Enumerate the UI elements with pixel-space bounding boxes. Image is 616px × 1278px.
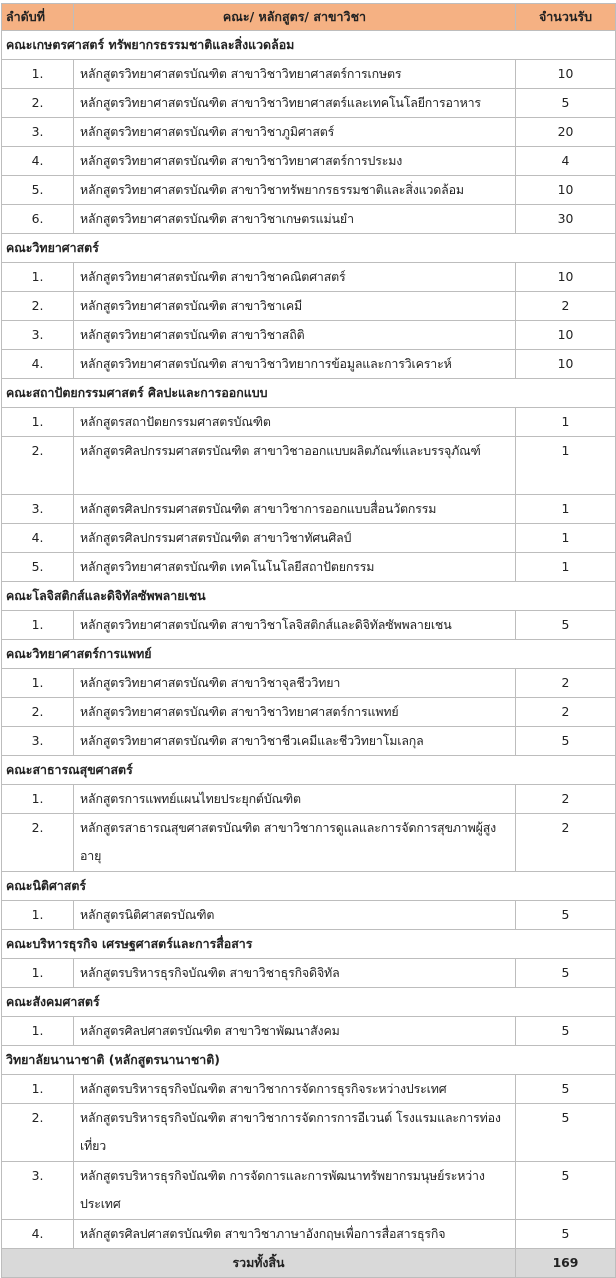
- program-name: หลักสูตรวิทยาศาสตรบัณฑิต สาขาวิชาเกษตรแม่นยำ: [74, 205, 516, 234]
- program-quota: 5: [516, 1162, 616, 1220]
- program-row: [2, 814, 616, 872]
- total-row: [2, 1249, 616, 1278]
- faculty-row: [2, 31, 616, 60]
- header-program: คณะ/ หลักสูตร/ สาขาวิชา: [74, 4, 516, 31]
- faculty-name: คณะนิติศาสตร์: [2, 872, 616, 901]
- program-row: [2, 1017, 616, 1046]
- program-no: 4.: [2, 524, 74, 553]
- program-row: [2, 176, 616, 205]
- faculty-name: คณะวิทยาศาสตร์การแพทย์: [2, 640, 616, 669]
- program-no: 2.: [2, 437, 74, 495]
- faculty-row: [2, 582, 616, 611]
- program-quota: 2: [516, 785, 616, 814]
- program-quota: 10: [516, 263, 616, 292]
- faculty-name: วิทยาลัยนานาชาติ (หลักสูตรนานาชาติ): [2, 1046, 616, 1075]
- program-name: หลักสูตรสาธารณสุขศาสตรบัณฑิต สาขาวิชาการดูแลและการจัดการสุขภาพผู้สูงอายุ: [74, 814, 516, 872]
- program-no: 4.: [2, 1220, 74, 1249]
- table-body: [2, 31, 616, 1249]
- program-name: หลักสูตรวิทยาศาสตรบัณฑิต สาขาวิชาวิทยาศาสตร์การแพทย์: [74, 698, 516, 727]
- faculty-row: [2, 872, 616, 901]
- program-name: หลักสูตรศิลปศาสตรบัณฑิต สาขาวิชาภาษาอังกฤษเพื่อการสื่อสารธุรกิจ: [74, 1220, 516, 1249]
- program-name: หลักสูตรสถาปัตยกรรมศาสตรบัณฑิต: [74, 408, 516, 437]
- program-row: [2, 959, 616, 988]
- program-name: หลักสูตรวิทยาศาสตรบัณฑิต สาขาวิชาวิทยาศาสตร์การเกษตร: [74, 60, 516, 89]
- program-quota: 1: [516, 408, 616, 437]
- program-row: [2, 495, 616, 524]
- program-name: หลักสูตรวิทยาศาสตรบัณฑิต สาขาวิชาวิทยาการข้อมูลและการวิเคราะห์: [74, 350, 516, 379]
- program-no: 1.: [2, 1075, 74, 1104]
- faculty-row: [2, 640, 616, 669]
- program-no: 1.: [2, 901, 74, 930]
- program-row: [2, 118, 616, 147]
- program-row: [2, 1162, 616, 1220]
- total-label: รวมทั้งสิ้น: [2, 1249, 516, 1278]
- faculty-name: คณะโลจิสติกส์และดิจิทัลซัพพลายเชน: [2, 582, 616, 611]
- program-quota: 5: [516, 1104, 616, 1162]
- program-no: 1.: [2, 1017, 74, 1046]
- program-no: 2.: [2, 814, 74, 872]
- program-row: [2, 553, 616, 582]
- program-name: หลักสูตรบริหารธุรกิจบัณฑิต การจัดการและการพัฒนาทรัพยากรมนุษย์ระหว่างประเทศ: [74, 1162, 516, 1220]
- program-name: หลักสูตรวิทยาศาสตรบัณฑิต สาขาวิชาสถิติ: [74, 321, 516, 350]
- program-quota: 1: [516, 437, 616, 495]
- faculty-row: [2, 988, 616, 1017]
- program-quota: 30: [516, 205, 616, 234]
- program-name: หลักสูตรศิลปศาสตรบัณฑิต สาขาวิชาพัฒนาสังคม: [74, 1017, 516, 1046]
- program-name: หลักสูตรบริหารธุรกิจบัณฑิต สาขาวิชาการจัดการการอีเวนต์ โรงแรมและการท่องเที่ยว: [74, 1104, 516, 1162]
- program-quota: 20: [516, 118, 616, 147]
- program-no: 1.: [2, 60, 74, 89]
- program-row: [2, 1104, 616, 1162]
- program-name: หลักสูตรบริหารธุรกิจบัณฑิต สาขาวิชาธุรกิจดิจิทัล: [74, 959, 516, 988]
- program-name: หลักสูตรวิทยาศาสตรบัณฑิต สาขาวิชาภูมิศาสตร์: [74, 118, 516, 147]
- program-quota: 4: [516, 147, 616, 176]
- program-no: 5.: [2, 553, 74, 582]
- program-row: [2, 727, 616, 756]
- program-row: [2, 89, 616, 118]
- faculty-name: คณะวิทยาศาสตร์: [2, 234, 616, 263]
- total-count: 169: [516, 1249, 616, 1278]
- program-name: หลักสูตรวิทยาศาสตรบัณฑิต สาขาวิชาเคมี: [74, 292, 516, 321]
- faculty-name: คณะบริหารธุรกิจ เศรษฐศาสตร์และการสื่อสาร: [2, 930, 616, 959]
- program-name: หลักสูตรบริหารธุรกิจบัณฑิต สาขาวิชาการจัดการธุรกิจระหว่างประเทศ: [74, 1075, 516, 1104]
- faculty-name: คณะสถาปัตยกรรมศาสตร์ ศิลปะและการออกแบบ: [2, 379, 616, 408]
- faculty-row: [2, 756, 616, 785]
- program-name: หลักสูตรวิทยาศาสตรบัณฑิต สาขาวิชาชีวเคมีและชีววิทยาโมเลกุล: [74, 727, 516, 756]
- program-quota: 2: [516, 698, 616, 727]
- program-quota: 10: [516, 350, 616, 379]
- program-quota: 5: [516, 1220, 616, 1249]
- faculty-name: คณะเกษตรศาสตร์ ทรัพยากรธรรมชาติและสิ่งแวดล้อม: [2, 31, 616, 60]
- program-quota: 1: [516, 495, 616, 524]
- program-quota: 5: [516, 959, 616, 988]
- program-row: [2, 350, 616, 379]
- faculty-name: คณะสังคมศาสตร์: [2, 988, 616, 1017]
- program-quota: 2: [516, 669, 616, 698]
- program-row: [2, 611, 616, 640]
- program-name: หลักสูตรการแพทย์แผนไทยประยุกต์บัณฑิต: [74, 785, 516, 814]
- program-row: [2, 292, 616, 321]
- program-name: หลักสูตรวิทยาศาสตรบัณฑิต สาขาวิชาจุลชีววิทยา: [74, 669, 516, 698]
- program-no: 1.: [2, 669, 74, 698]
- program-quota: 10: [516, 176, 616, 205]
- program-row: [2, 669, 616, 698]
- program-row: [2, 785, 616, 814]
- program-name: หลักสูตรวิทยาศาสตรบัณฑิต สาขาวิชาคณิตศาสตร์: [74, 263, 516, 292]
- program-quota: 1: [516, 553, 616, 582]
- program-row: [2, 1075, 616, 1104]
- program-no: 1.: [2, 611, 74, 640]
- faculty-row: [2, 930, 616, 959]
- program-row: [2, 263, 616, 292]
- program-row: [2, 524, 616, 553]
- program-name: หลักสูตรวิทยาศาสตรบัณฑิต สาขาวิชาวิทยาศาสตร์และเทคโนโลยีการอาหาร: [74, 89, 516, 118]
- program-no: 3.: [2, 321, 74, 350]
- faculty-row: [2, 379, 616, 408]
- header-row: [2, 4, 616, 31]
- admission-quota-table: [1, 3, 616, 1278]
- program-no: 6.: [2, 205, 74, 234]
- program-row: [2, 321, 616, 350]
- program-quota: 10: [516, 321, 616, 350]
- program-no: 3.: [2, 727, 74, 756]
- program-no: 2.: [2, 698, 74, 727]
- program-row: [2, 1220, 616, 1249]
- program-row: [2, 698, 616, 727]
- program-quota: 2: [516, 292, 616, 321]
- program-quota: 10: [516, 60, 616, 89]
- program-quota: 1: [516, 524, 616, 553]
- program-no: 1.: [2, 408, 74, 437]
- program-no: 3.: [2, 495, 74, 524]
- program-row: [2, 437, 616, 495]
- program-quota: 5: [516, 901, 616, 930]
- program-no: 2.: [2, 292, 74, 321]
- program-row: [2, 901, 616, 930]
- program-no: 3.: [2, 1162, 74, 1220]
- program-no: 3.: [2, 118, 74, 147]
- program-name: หลักสูตรศิลปกรรมศาสตรบัณฑิต สาขาวิชาออกแบบผลิตภัณฑ์และบรรจุภัณฑ์: [74, 437, 516, 495]
- program-name: หลักสูตรศิลปกรรมศาสตรบัณฑิต สาขาวิชาทัศนศิลป์: [74, 524, 516, 553]
- program-no: 1.: [2, 785, 74, 814]
- program-no: 4.: [2, 350, 74, 379]
- header-no: ลำดับที่: [2, 4, 74, 31]
- program-no: 2.: [2, 89, 74, 118]
- program-name: หลักสูตรวิทยาศาสตรบัณฑิต สาขาวิชาโลจิสติกส์และดิจิทัลซัพพลายเชน: [74, 611, 516, 640]
- faculty-name: คณะสาธารณสุขศาสตร์: [2, 756, 616, 785]
- header-quota: จำนวนรับ: [516, 4, 616, 31]
- program-row: [2, 205, 616, 234]
- program-row: [2, 60, 616, 89]
- program-row: [2, 147, 616, 176]
- program-name: หลักสูตรวิทยาศาสตรบัณฑิต สาขาวิชาวิทยาศาสตร์การประมง: [74, 147, 516, 176]
- program-no: 1.: [2, 959, 74, 988]
- program-no: 5.: [2, 176, 74, 205]
- program-no: 2.: [2, 1104, 74, 1162]
- faculty-row: [2, 234, 616, 263]
- program-quota: 5: [516, 1017, 616, 1046]
- program-quota: 5: [516, 1075, 616, 1104]
- program-no: 1.: [2, 263, 74, 292]
- faculty-row: [2, 1046, 616, 1075]
- program-name: หลักสูตรวิทยาศาสตรบัณฑิต เทคโนโนโลยีสถาปัตยกรรม: [74, 553, 516, 582]
- program-quota: 5: [516, 727, 616, 756]
- program-quota: 2: [516, 814, 616, 872]
- program-quota: 5: [516, 611, 616, 640]
- program-no: 4.: [2, 147, 74, 176]
- program-row: [2, 408, 616, 437]
- program-name: หลักสูตรวิทยาศาสตรบัณฑิต สาขาวิชาทรัพยากรธรรมชาติและสิ่งแวดล้อม: [74, 176, 516, 205]
- program-name: หลักสูตรนิติศาสตรบัณฑิต: [74, 901, 516, 930]
- program-quota: 5: [516, 89, 616, 118]
- program-name: หลักสูตรศิลปกรรมศาสตรบัณฑิต สาขาวิชาการออกแบบสื่อนวัตกรรม: [74, 495, 516, 524]
